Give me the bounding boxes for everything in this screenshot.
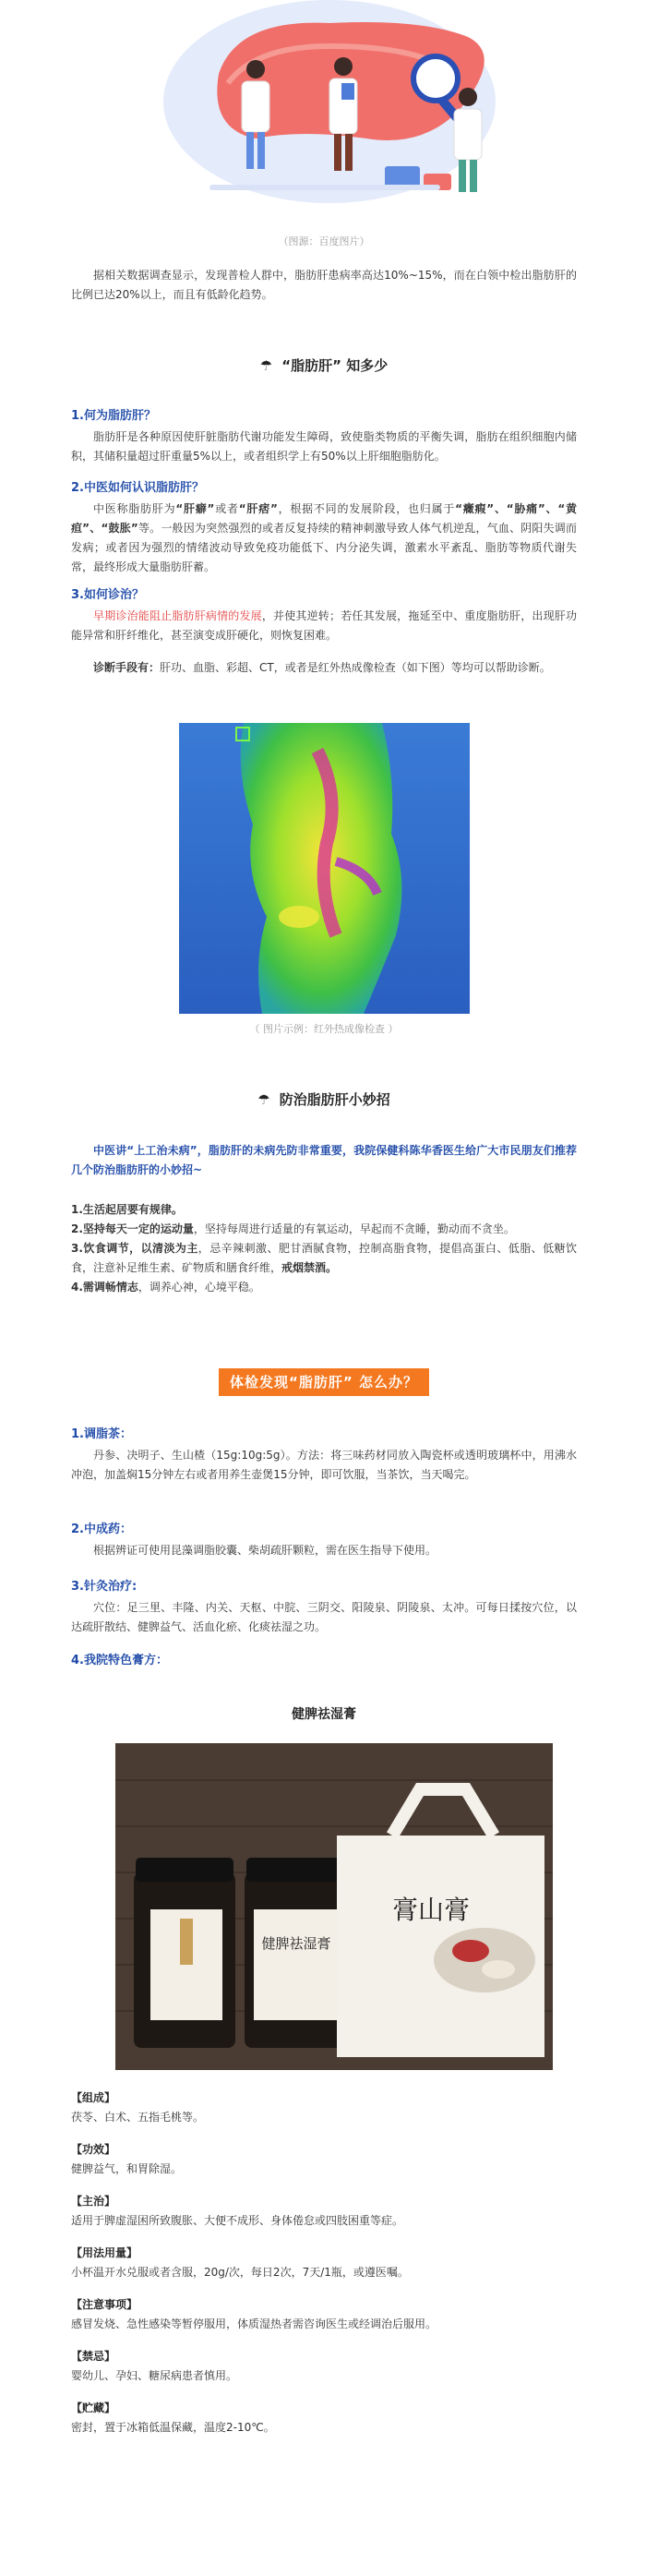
detail-item: 【主治】 适用于脾虚湿困所致腹胀、大便不成形、身体倦怠或四肢困重等症。 [71,2195,404,2227]
q1-answer: 脂肪肝是各种原因使肝脏脂肪代谢功能发生障碍，致使脂类物质的平衡失调，脂肪在组织细胞内储积，其储积量超过肝重量5%以上，或者组织学上有50%以上肝细胞脂肪化。 [71,429,577,463]
thermal-caption: （ 图片示例：红外热成像检查 ） [249,1023,399,1035]
section1-heading [71,354,577,378]
detail-item: 【注意事项】 感冒发烧、急性感染等暂停服用，体质湿热者需咨询医生或经调治后服用。 [71,2298,437,2330]
remedy-3: 3.针灸治疗: 穴位：足三里、丰隆、内关、天枢、中脘、三阴交、阳陵泉、阴陵泉、太冲。可每日揉按穴位，以达疏肝散结、健脾益气、活血化瘀、化痰祛湿之功。 [71,1580,577,1633]
intro-paragraph: 据相关数据调查显示，发现普检人群中，脂肪肝患病率高达10%~15%，而在白领中检出脂肪肝的比例已达20%以上，而且有低龄化趋势。 [71,269,577,301]
section1-q1-block [71,406,577,466]
q3-title: 3.如何诊治？ [71,588,144,602]
remedy-2: 2.中成药： 根据辨证可使用昆藻调脂胶囊、柴胡疏肝颗粒，需在医生指导下使用。 [71,1523,437,1557]
section2-heading [71,1088,577,1112]
tips-list [71,1200,577,1297]
remedy-1: 1.调脂茶： 丹参、决明子、生山楂（15g:10g:5g）。方法：将三味药材同放入陶瓷杯或透明玻璃杯中，用沸水冲泡，加盖焖15分钟左右或者用养生壶煲15分钟，即可饮服，当茶饮，当天喝完。 [71,1427,577,1481]
tip-item: 2.坚持每天一定的运动量，坚持每周进行适量的有氧运动，早起而不贪睡，勤动而不贪坐。 [71,1222,515,1235]
tip-item: 4.需调畅情志，调养心神，心境平稳。 [71,1281,260,1294]
product-name: 健脾祛湿膏 [292,1707,356,1722]
product-details [71,2088,577,2450]
detail-item: 【用法用量】 小杯温开水兑服或者含服，20g/次，每日2次，7天/1瓶，或遵医嘱。 [71,2246,409,2279]
product-photo [115,1743,553,2070]
section1-title: “脂肪肝” 知多少 [281,357,389,374]
remedy-4: 4.我院特色膏方： [71,1654,168,1667]
tip-item: 1.生活起居要有规律。 [71,1203,183,1216]
jar-label: 健脾祛湿膏 [261,1935,331,1952]
detail-item: 【禁忌】 婴幼儿、孕妇、糖尿病患者慎用。 [71,2350,238,2382]
box-label: 膏山膏 [392,1895,471,1925]
section1-q2-block [71,478,577,577]
hero-illustration [71,0,577,222]
umbrella-icon-2: ☂ [257,1091,270,1108]
section3-title: 体检发现“脂肪肝” 怎么办？ [219,1368,429,1396]
section2-lead: 中医讲“上工治未病”，脂肪肝的未病先防非常重要，我院保健科陈华香医生给广大市民朋友们推荐几个防治脂肪肝的小妙招~ [71,1144,577,1176]
tip-item: 3.饮食调节，以清淡为主，忌辛辣刺激、肥甘酒腻食物，控制高脂食物，提倡高蛋白、低脂、低糖饮食，注意补足维生素、矿物质和膳食纤维，戒烟禁酒。 [71,1242,577,1274]
q2-answer: 中医称脂肪肝为“肝癖”或者“肝痞”，根据不同的发展阶段，也归属于“癥瘕”、“胁痛”、“黄疸”、“鼓胀”等。一般因为突然强烈的或者反复持续的精神刺激导致人体气机逆乱，气血、阴阳失调而发病；或者因为强烈的情绪波动导致免疫功能低下、内分泌失调，激素水平紊乱、脂肪等物质代谢失常，最终形成大量脂肪肝蓄。 [71,501,577,573]
thermal-image [179,723,470,1014]
umbrella-icon: ☂ [259,357,273,374]
section3-heading [71,1368,577,1396]
q3-answer: 早期诊治能阻止脂肪肝病情的发展，并使其逆转；若任其发展，拖延至中、重度脂肪肝，出现肝功能异常和肝纤维化，甚至演变成肝硬化，则恢复困难。 [71,608,577,642]
hero-caption: （图源：百度图片） [278,235,370,247]
detail-item: 【功效】 健脾益气，和胃除湿。 [71,2143,183,2175]
section2-title: 防治脂肪肝小妙招 [279,1091,390,1108]
diagnosis-paragraph: 诊断手段有：肝功、血脂、彩超、CT，或者是红外热成像检查（如下图）等均可以帮助诊断。 [93,661,551,674]
section1-q3-block [71,585,577,645]
detail-item: 【组成】 茯苓、白术、五指毛桃等。 [71,2091,205,2124]
detail-item: 【贮藏】 密封，置于冰箱低温保藏，温度2-10℃。 [71,2401,275,2434]
q1-title: 1.何为脂肪肝？ [71,409,156,423]
q2-title: 2.中医如何认识脂肪肝？ [71,481,204,495]
